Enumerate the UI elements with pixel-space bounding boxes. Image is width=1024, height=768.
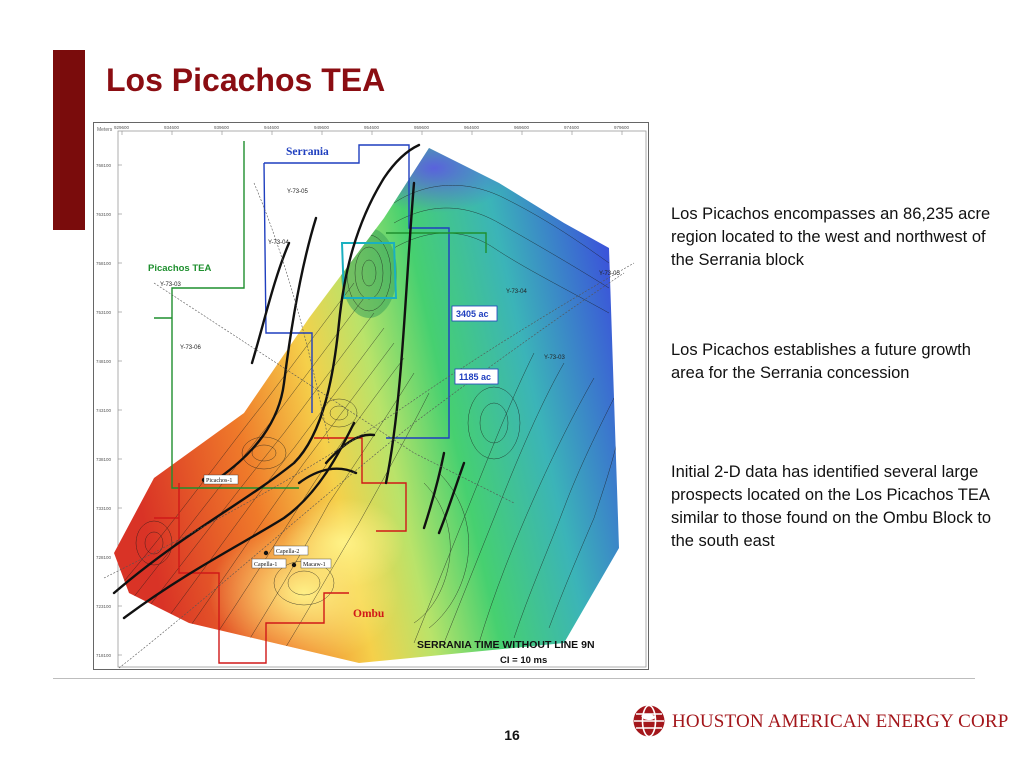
x-tick-label: 949600	[314, 125, 330, 130]
y-tick-label: 738100	[96, 457, 112, 462]
x-tick-label: 964600	[464, 125, 480, 130]
x-axis-ticks	[114, 125, 630, 135]
x-tick-label: 929600	[114, 125, 130, 130]
x-tick-label: 939600	[214, 125, 230, 130]
x-tick-label: 954600	[364, 125, 380, 130]
company-logo	[632, 702, 1009, 742]
line-label: Y-73-06	[180, 345, 201, 351]
x-tick-label: 959600	[414, 125, 430, 130]
company-name: HOUSTON AMERICAN ENERGY CORP	[672, 711, 1009, 732]
well-label-capella-2: Capella-2	[276, 549, 300, 555]
x-tick-label: 974600	[564, 125, 580, 130]
y-tick-label: 758100	[96, 261, 112, 266]
x-tick-label: 969600	[514, 125, 530, 130]
units-label: Meters	[97, 127, 113, 133]
area-3405-label: 3405 ac	[456, 309, 489, 319]
seismic-time-map	[93, 122, 649, 670]
well-label-macaw-1: Macaw-1	[303, 562, 326, 568]
y-tick-label: 743100	[96, 408, 112, 413]
y-tick-label: 718100	[96, 653, 112, 658]
line-label: Y-73-03	[544, 355, 565, 361]
serrania-label: Serrania	[286, 146, 329, 158]
title-accent-bar	[53, 50, 85, 230]
y-tick-label: 763100	[96, 212, 112, 217]
area-1185-label: 1185 ac	[459, 372, 492, 382]
y-tick-label: 748100	[96, 359, 112, 364]
line-label: Y-73-03	[160, 282, 181, 288]
well-label-capella-1: Capella-1	[254, 562, 278, 568]
x-tick-label: 934600	[164, 125, 180, 130]
x-tick-label: 979600	[614, 125, 630, 130]
y-tick-label: 753100	[96, 310, 112, 315]
y-tick-label: 768100	[96, 163, 112, 168]
description-paragraph-1: Los Picachos encompasses an 86,235 acre region located to the west and northwest of the Serrania block	[671, 205, 991, 269]
well-label-picachos-1: Picachos-1	[206, 478, 233, 484]
x-tick-label: 944600	[264, 125, 280, 130]
y-tick-label: 733100	[96, 506, 112, 511]
footer-divider	[53, 678, 975, 679]
line-label: Y-73-05	[599, 271, 620, 277]
y-tick-label: 728100	[96, 555, 112, 560]
line-label: Y-73-04	[268, 240, 289, 246]
map-caption-interval: CI = 10 ms	[500, 655, 548, 666]
ombu-label: Ombu	[353, 608, 385, 620]
slide-title: Los Picachos TEA	[106, 62, 386, 98]
page-number: 16	[504, 727, 520, 743]
map-caption-title: SERRANIA TIME WITHOUT LINE 9N	[417, 639, 595, 651]
globe-logo-icon	[632, 704, 666, 738]
description-paragraph-3: Initial 2-D data has identified several large prospects located on the Los Picachos TEA similar to those found on the Ombu Block to the south east	[671, 463, 992, 550]
description-paragraph-2: Los Picachos establishes a future growth area for the Serrania concession	[671, 341, 971, 382]
time-surface	[94, 123, 648, 669]
y-tick-label: 723100	[96, 604, 112, 609]
line-label: Y-73-04	[506, 289, 527, 295]
line-label: Y-73-05	[287, 189, 308, 195]
picachos-label: Picachos TEA	[148, 263, 212, 274]
